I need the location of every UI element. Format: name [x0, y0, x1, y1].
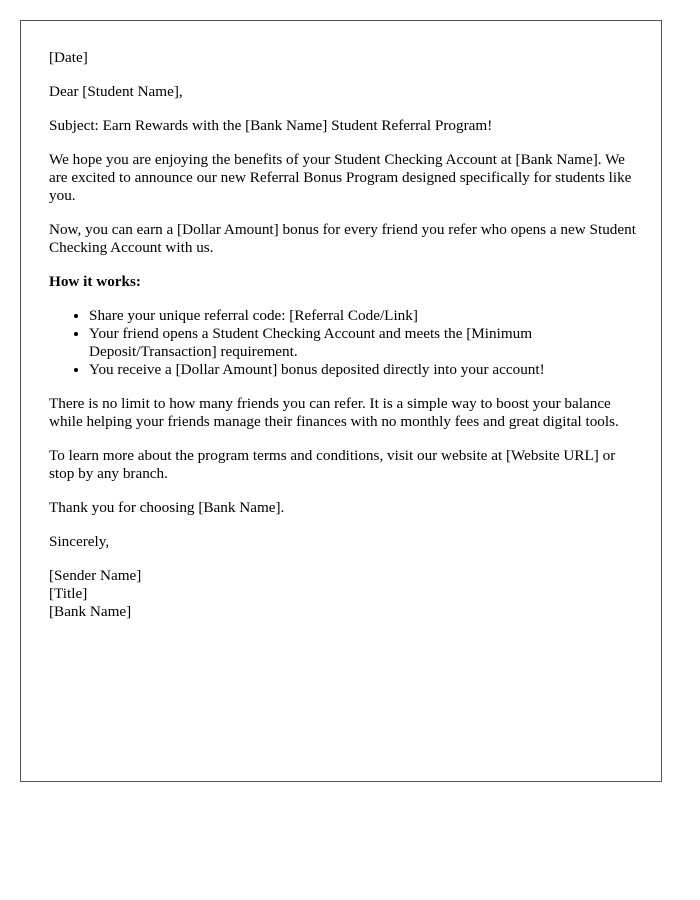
signature-sender-name: [Sender Name]	[49, 567, 142, 584]
paragraph-intro: We hope you are enjoying the benefits of your Student Checking Account at [Bank Name]. We are excited to announce our new Referral Bonus Program designed specifically for students like you.	[49, 151, 632, 204]
paragraph-bonus: Now, you can earn a [Dollar Amount] bonus for every friend you refer who opens a new Student Checking Account with us.	[49, 221, 636, 256]
signature-bank-name: [Bank Name]	[49, 603, 132, 620]
step-item: • You receive a [Dollar Amount] bonus deposited directly into your account!	[89, 361, 639, 379]
signature-title: [Title]	[49, 585, 88, 602]
step-item: • Share your unique referral code: [Referral Code/Link]	[89, 307, 639, 325]
paragraph-learn-more: To learn more about the program terms and conditions, visit our website at [Website URL] or stop by any branch.	[49, 447, 616, 482]
signature-block	[49, 567, 639, 621]
letter-thanks: Thank you for choosing [Bank Name].	[49, 499, 285, 516]
letter-salutation: Dear [Student Name],	[49, 83, 183, 100]
letter-subject: Subject: Earn Rewards with the [Bank Name] Student Referral Program!	[49, 117, 493, 134]
letter-date: [Date]	[49, 49, 88, 66]
how-it-works-heading: How it works:	[49, 273, 141, 290]
letter-closing: Sincerely,	[49, 533, 110, 550]
steps-list	[49, 307, 639, 379]
paragraph-limit: There is no limit to how many friends you can refer. It is a simple way to boost your balance while helping your friends manage their finances with no monthly fees and great digital tools.	[49, 395, 619, 430]
letter-page	[20, 20, 662, 782]
letter-body	[49, 49, 639, 637]
step-item: • Your friend opens a Student Checking Account and meets the [Minimum Deposit/Transaction] requirement.	[89, 325, 639, 361]
